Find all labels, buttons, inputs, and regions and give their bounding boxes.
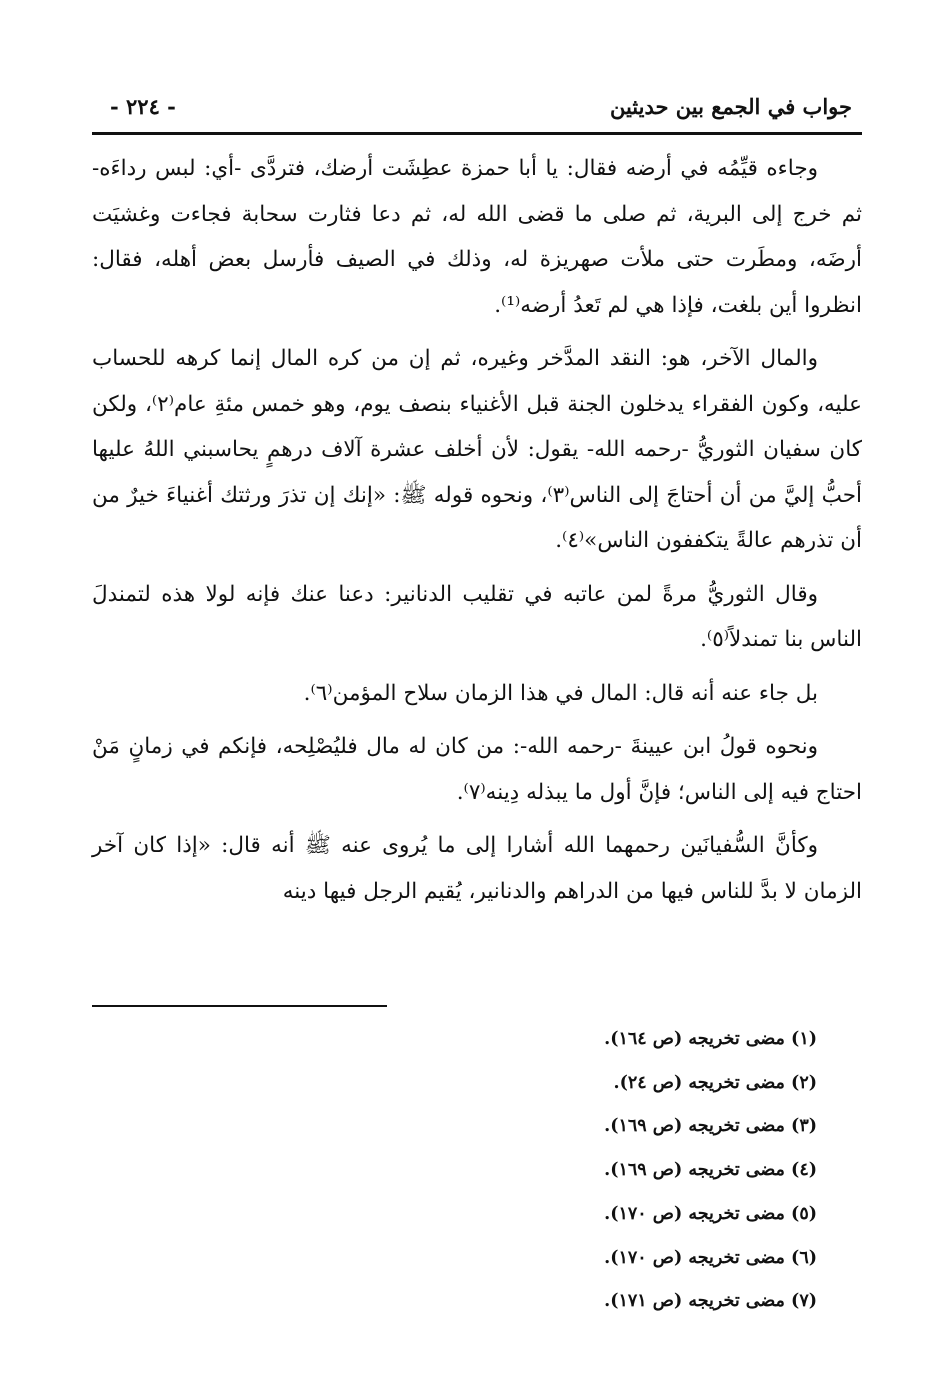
footnote: (٥) مضى تخريجه (ص ١٧٠). [604, 1203, 817, 1224]
book-page [92, 88, 862, 1328]
running-title: جواب في الجمع بين حديثين [609, 94, 852, 119]
paragraph: وجاءه قيِّمُه في أرضه فقال: يا أبا حمزة عطِشَت أرضك، فتردَّى -أي: لبس رداءَه- ثم خرج إلى البرية، ثم صلى ما قضى الله له، ثم دعا فثارت سحابة فجاءت وغشيَت أرضَه، ومطَرت حتى ملأت صهريزة له، وذلك في الصيف فأرسل بعض أهله، فقال: انظروا أين بلغت، فإذا هي لم تَعدُ أرضه⁽¹⁾. [92, 156, 862, 318]
footnote-divider [92, 1005, 387, 1007]
paragraph: وقال الثوريُّ مرةً لمن عاتبه في تقليب الدنانير: دعنا عنك فإنه لولا هذه لتمندلَ الناس بنا تمندلاً⁽٥⁾. [92, 581, 862, 652]
footnote: (٤) مضى تخريجه (ص ١٦٩). [604, 1160, 817, 1181]
main-text [92, 146, 862, 922]
footnote: (٦) مضى تخريجه (ص ١٧٠). [604, 1247, 817, 1268]
paragraph: ونحوه قولُ ابن عيينةَ -رحمه الله-: من كان له مال فليُصْلِحه، فإنكم في زمانٍ مَنْ احتاج فيه إلى الناس؛ فإنَّ أول ما يبذله دِينه⁽٧⁾. [92, 734, 862, 805]
header-rule [92, 132, 862, 135]
footnotes-list [92, 1018, 862, 1324]
footnote: (٧) مضى تخريجه (ص ١٧١). [604, 1291, 817, 1312]
paragraph: بل جاء عنه أنه قال: المال في هذا الزمان سلاح المؤمن⁽٦⁾. [303, 680, 818, 706]
footnote: (٢) مضى تخريجه (ص ٢٤). [613, 1072, 817, 1093]
running-header [92, 88, 862, 128]
footnote: (٣) مضى تخريجه (ص ١٦٩). [604, 1116, 817, 1137]
paragraph: وكأنَّ السُّفيانَين رحمهما الله أشارا إلى ما يُروى عنه ﷺ أنه قال: «إذا كان آخر الزمان لا بدَّ للناس فيها من الدراهم والدنانير، يُقيم الرجل فيها دينه [92, 833, 862, 904]
footnote: (١) مضى تخريجه (ص ١٦٤). [604, 1029, 817, 1049]
page-number: - ٢٢٤ - [110, 94, 176, 119]
paragraph: والمال الآخر، هو: النقد المدَّخر وغيره، ثم إن من كره المال إنما كرهه للحساب عليه، وكون الفقراء يدخلون الجنة قبل الأغنياء بنصف يوم، وهو خمس مئةِ عام⁽٢⁾، ولكن كان سفيان الثوريُّ -رحمه الله- يقول: لأن أخلف عشرة آلاف درهمٍ يحاسبني اللهُ عليها أحبُّ إليَّ من أن أحتاجَ إلى الناس⁽٣⁾، ونحوه قوله ﷺ: «إنك إن تذرَ ورثتك أغنياءَ خيرٌ من أن تذرهم عالةً يتكففون الناس»⁽٤⁾. [92, 346, 862, 553]
